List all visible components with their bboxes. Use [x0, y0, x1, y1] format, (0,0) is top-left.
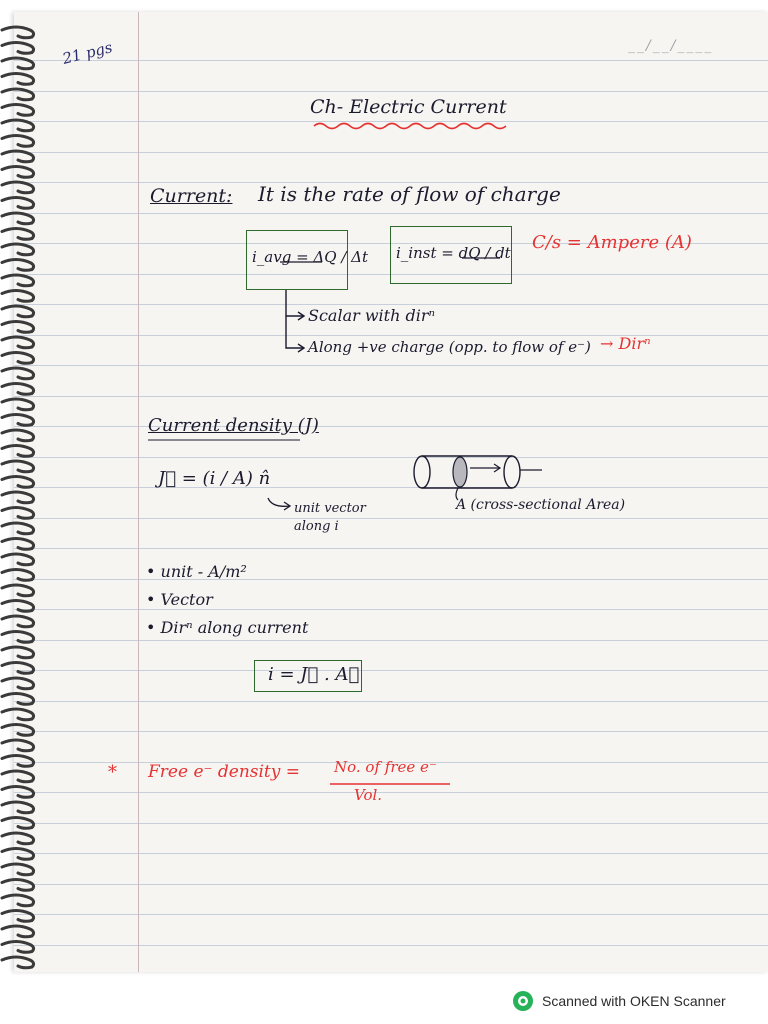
- title-wavy-underline: [314, 124, 506, 129]
- bullet-direction: • Dirⁿ along current: [146, 618, 309, 637]
- unit-vector-label: unit vector along i: [294, 501, 366, 534]
- scanner-watermark-text: Scanned with OKEN Scanner: [542, 993, 726, 1009]
- conductor-cylinder-drawing: [414, 456, 542, 500]
- inst-current-formula: i_inst = dQ / dt: [396, 244, 511, 262]
- free-electron-numerator: No. of free e⁻: [334, 758, 437, 776]
- current-density-heading: Current density (J): [148, 415, 319, 436]
- page-count-note: 21 pgs: [60, 38, 115, 68]
- unit-vector-arrow: [268, 498, 290, 506]
- free-electron-denominator: Vol.: [354, 786, 383, 804]
- current-unit: C/s = Ampere (A): [532, 232, 692, 253]
- oken-scanner-logo-icon: [512, 990, 534, 1012]
- current-density-formula: J⃗ = (i / A) n̂: [158, 468, 271, 489]
- bullet-unit: • unit - A/m²: [146, 562, 247, 581]
- chapter-title: Ch- Electric Current: [310, 96, 507, 118]
- direction-note: Along +ve charge (opp. to flow of e⁻): [308, 338, 591, 356]
- direction-note-tail: → Dirⁿ: [600, 334, 651, 353]
- free-electron-label: Free e⁻ density =: [148, 762, 301, 782]
- avg-current-formula: i_avg = ΔQ / Δt: [252, 248, 369, 266]
- cross-section-label: A (cross-sectional Area): [456, 497, 626, 513]
- current-relation-formula: i = J⃗ . A⃗: [268, 664, 360, 685]
- current-definition: It is the rate of flow of charge: [258, 182, 561, 206]
- scanner-watermark: [512, 988, 726, 1014]
- current-heading: Current:: [150, 185, 233, 207]
- scalar-arrow: [286, 290, 304, 316]
- star-marker: *: [108, 762, 117, 783]
- bullet-vector: • Vector: [146, 590, 213, 609]
- date-slots: __/__/____: [628, 38, 714, 54]
- scalar-note: Scalar with dirⁿ: [308, 306, 435, 325]
- direction-arrow: [286, 316, 304, 348]
